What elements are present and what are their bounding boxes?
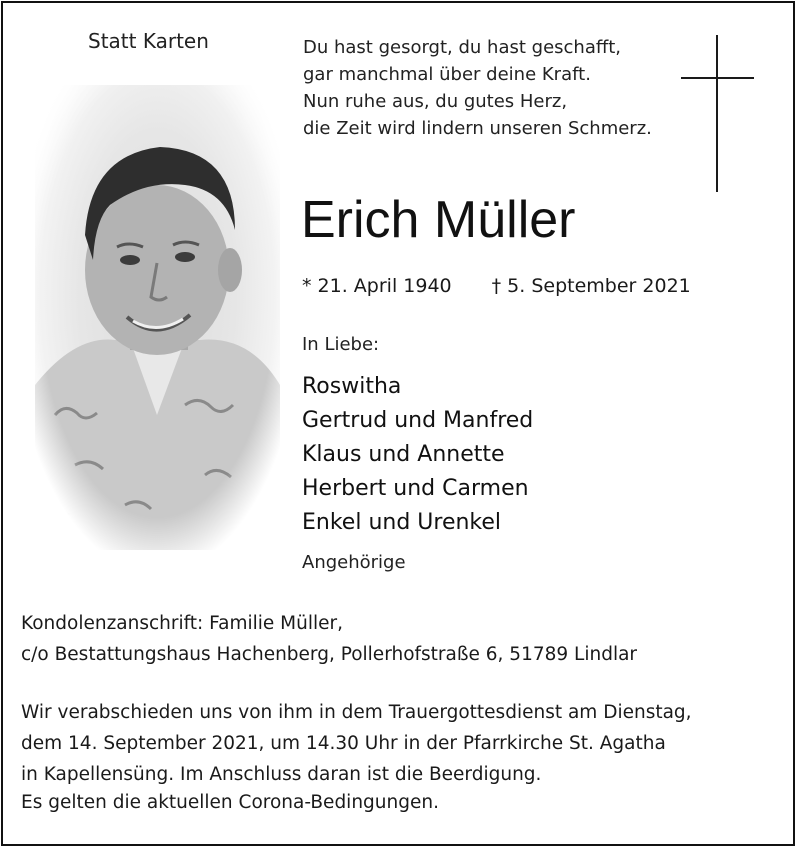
- birth-date: * 21. April 1940: [302, 275, 452, 297]
- portrait-image: [35, 85, 280, 550]
- cross-icon-bar: [681, 77, 754, 79]
- service-line: in Kapellensüng. Im Anschluss daran ist die Beerdigung.: [21, 764, 542, 785]
- death-date: † 5. September 2021: [491, 275, 691, 297]
- service-line: Wir verabschieden uns von ihm in dem Trauergottesdienst am Dienstag,: [21, 702, 692, 723]
- cross-icon: [716, 35, 718, 192]
- mourners-intro: In Liebe:: [302, 334, 380, 355]
- mourner-name: Gertrud und Manfred: [302, 408, 534, 433]
- corona-note: Es gelten die aktuellen Corona-Bedingungen.: [21, 792, 439, 813]
- poem-line: Nun ruhe aus, du gutes Herz,: [303, 91, 568, 112]
- poem-line: gar manchmal über deine Kraft.: [303, 64, 591, 85]
- poem-line: die Zeit wird lindern unseren Schmerz.: [303, 118, 652, 139]
- poem-line: Du hast gesorgt, du hast geschafft,: [303, 37, 622, 58]
- life-dates: [302, 275, 691, 297]
- mourner-name: Herbert und Carmen: [302, 476, 529, 501]
- mourner-name: Roswitha: [302, 374, 402, 399]
- relatives-label: Angehörige: [302, 552, 406, 573]
- portrait-photo: [35, 85, 280, 550]
- condolence-line: c/o Bestattungshaus Hachenberg, Pollerhofstraße 6, 51789 Lindlar: [21, 644, 638, 665]
- service-line: dem 14. September 2021, um 14.30 Uhr in der Pfarrkirche St. Agatha: [21, 733, 666, 754]
- condolence-line: Kondolenzanschrift: Familie Müller,: [21, 613, 343, 634]
- statt-karten-label: Statt Karten: [88, 29, 209, 53]
- condolence-address: [21, 608, 637, 670]
- funeral-service-info: [21, 697, 692, 790]
- mourner-name: Klaus und Annette: [302, 442, 505, 467]
- memorial-poem: [303, 34, 652, 142]
- deceased-name: Erich Müller: [301, 191, 576, 249]
- mourner-name: Enkel und Urenkel: [302, 510, 502, 535]
- mourners-list: [302, 370, 533, 540]
